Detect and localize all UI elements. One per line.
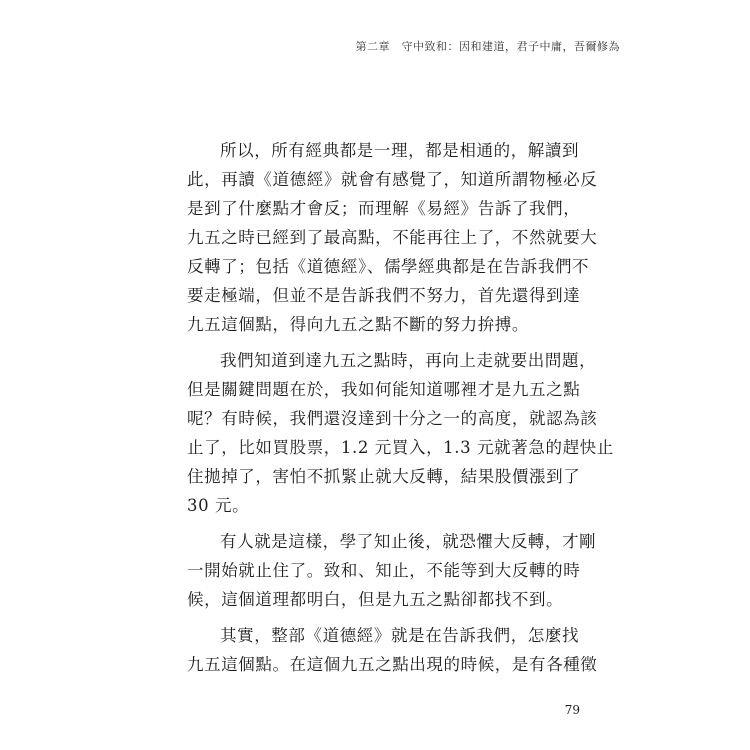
text-line: 九五之時已經到了最高點，不能再往上了，不然就要大 [187, 228, 598, 247]
paragraph [187, 346, 614, 520]
text-line: 但是關鍵問題在於，我如何能知道哪裡才是九五之點 [187, 380, 581, 399]
text-line: 呢？有時候，我們還沒達到十分之一的高度，就認為該 [187, 409, 598, 428]
text-line: 30 元。 [187, 496, 250, 515]
text-line: 要走極端，但並不是告訴我們不努力，首先還得到達 [187, 286, 581, 305]
text-line: 候，這個道理都明白，但是九五之點卻都找不到。 [187, 590, 564, 609]
paragraph [187, 527, 597, 614]
text-line: 此，再讀《道德經》就會有感覺了，知道所謂物極必反 [187, 170, 598, 189]
page-number: 79 [564, 703, 580, 717]
text-line: 所以，所有經典都是一理，都是相通的，解讀到 [220, 141, 580, 160]
text-line: 有人就是這樣，學了知止後，就恐懼大反轉，才剛 [220, 532, 597, 551]
text-line: 其實，整部《道德經》就是在告訴我們，怎麼找 [220, 626, 580, 645]
paragraph [187, 136, 598, 339]
paragraph [187, 621, 598, 679]
text-line: 我們知道到達九五之點時，再向上走就要出問題， [220, 351, 597, 370]
text-line: 九五這個點。在這個九五之點出現的時候，是有各種徵 [187, 655, 598, 674]
text-line: 住拋掉了，害怕不抓緊止就大反轉，結果股價漲到了 [187, 467, 581, 486]
text-line: 止了，比如買股票，1.2 元買入，1.3 元就著急的趕快止 [187, 438, 614, 457]
text-line: 是到了什麼點才會反；而理解《易經》告訴了我們， [187, 199, 581, 218]
text-line: 一開始就止住了。致和、知止，不能等到大反轉的時 [187, 561, 581, 580]
text-line: 反轉了；包括《道德經》、儒學經典都是在告訴我們不 [187, 257, 590, 276]
text-line: 九五這個點，得向九五之點不斷的努力拚搏。 [187, 315, 529, 334]
running-header: 第二章 守中致和：因和建道，君子中庸，吾爾修為 [355, 40, 620, 53]
body-text [187, 136, 614, 679]
